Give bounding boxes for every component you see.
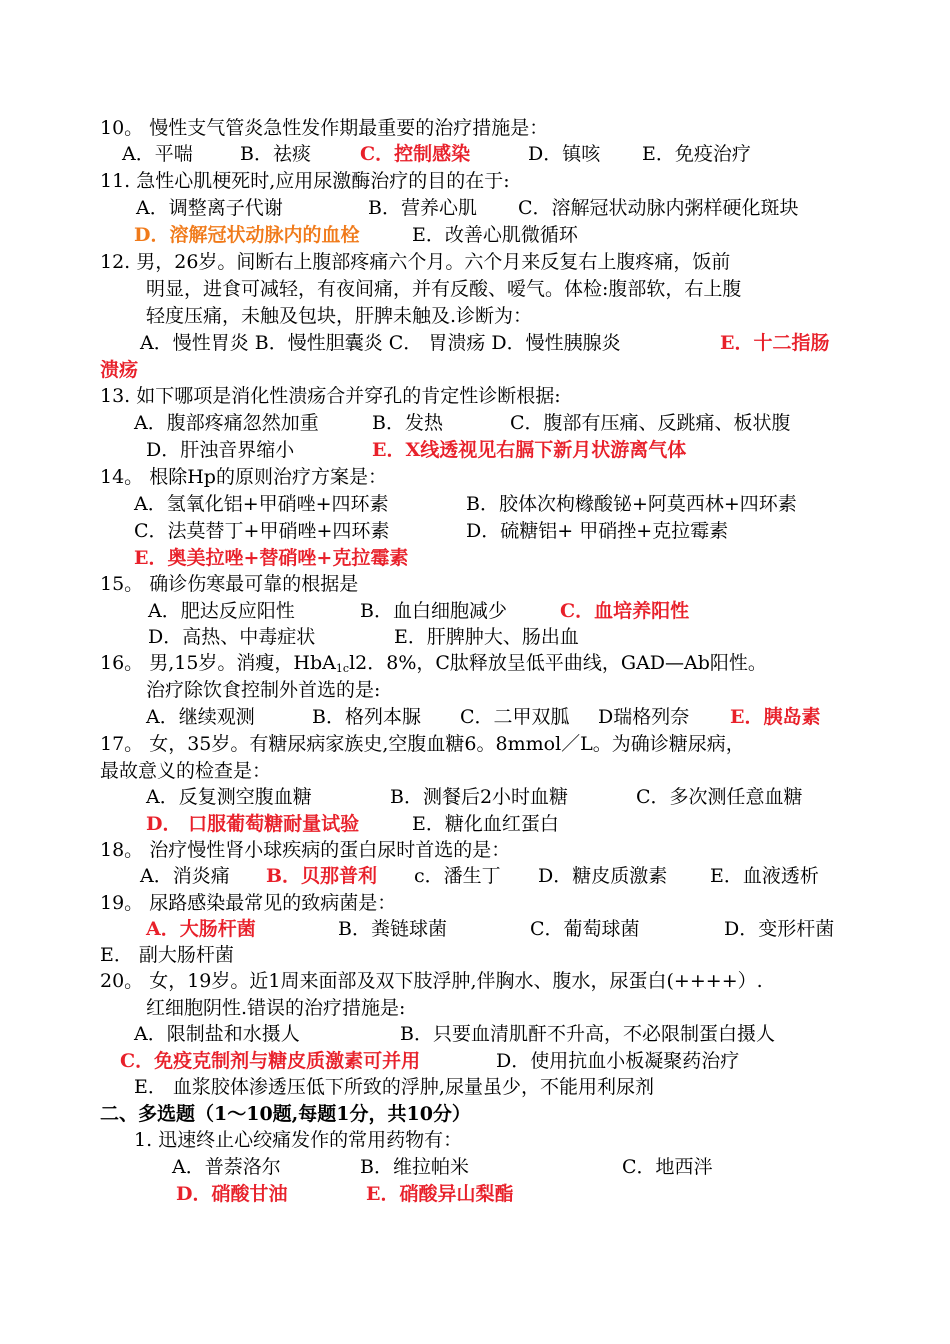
option-c: C．溶解冠状动脉内粥样硬化斑块 [518, 197, 799, 219]
question-stem: 明显，进食可减轻，有夜间痛，并有反酸、嗳气。体检:腹部软，右上腹 [146, 278, 742, 300]
question-stem: 20。 女，19岁。近1周来面部及双下肢浮肿,伴胸水、腹水，尿蛋白(++++）. [100, 970, 763, 992]
section-title: 二、多选题（1～10题,每题1分，共10分） [100, 1103, 471, 1125]
correct-answer: C．免疫克制剂与糖皮质激素可并用 [120, 1050, 421, 1072]
option-c: C．多次测任意血糖 [636, 786, 803, 808]
question-stem: 12. 男，26岁。间断右上腹部疼痛六个月。六个月来反复右上腹疼痛，饭前 [100, 251, 731, 273]
option-e: E． 副大肠杆菌 [100, 944, 234, 966]
correct-answer-e: E．硝酸异山梨酯 [366, 1183, 514, 1205]
option-c: C．腹部有压痛、反跳痛、板状腹 [510, 412, 791, 434]
option-e: E．糖化血红蛋白 [412, 813, 559, 835]
option-d: D．使用抗血小板凝聚药治疗 [496, 1050, 740, 1072]
option-b: B．格列本脲 [312, 706, 421, 728]
question-stem [100, 652, 767, 680]
option-e: E．改善心肌微循环 [412, 224, 578, 246]
option-b: B．血白细胞减少 [360, 600, 507, 622]
correct-answer: E．十二指肠 [720, 332, 830, 354]
correct-answer: E．奥美拉唑+替硝唑+克拉霉素 [134, 547, 409, 569]
question-stem: 治疗除饮食控制外首选的是: [146, 679, 381, 701]
correct-answer: A．大肠杆菌 [146, 918, 256, 940]
option-d: D．高热、中毒症状 [148, 626, 316, 648]
option-d: D．镇咳 [528, 143, 601, 165]
stem-part-2: l2．8%，C肽释放呈低平曲线，GAD—Ab阳性。 [349, 652, 767, 674]
option-c: c．潘生丁 [414, 865, 501, 887]
option-d: D．肝浊音界缩小 [146, 439, 295, 461]
option-b: B．只要血清肌酐不升高，不必限制蛋白摄人 [400, 1023, 775, 1045]
question-stem: 13. 如下哪项是消化性溃疡合并穿孔的肯定性诊断根据: [100, 385, 561, 407]
option-a: A．氢氧化铝+甲硝唑+四环素 [134, 493, 389, 515]
option-b: B．发热 [372, 412, 443, 434]
option-b: B．粪链球菌 [338, 918, 447, 940]
correct-answer: C．控制感染 [360, 143, 471, 165]
option-b: B．胶体次枸橼酸铋+阿莫西林+四环素 [466, 493, 797, 515]
option-b: B．测餐后2小时血糖 [390, 786, 569, 808]
option-b: B．维拉帕米 [360, 1156, 469, 1178]
options-abcd: A．慢性胃炎 B．慢性胆囊炎 C． 胃溃疡 D．慢性胰腺炎 [140, 332, 621, 354]
stem-part-1: 16。 男,15岁。消瘦，HbA [100, 652, 336, 674]
option-a: A．反复测空腹血糖 [146, 786, 312, 808]
option-c: C．地西泮 [622, 1156, 713, 1178]
option-a: A．腹部疼痛忽然加重 [134, 412, 319, 434]
question-stem: 15。 确诊伤寒最可靠的根据是 [100, 573, 359, 595]
option-a: A．限制盐和水摄人 [134, 1023, 300, 1045]
correct-answer: E．胰岛素 [730, 706, 821, 728]
option-d: D．变形杆菌 [724, 918, 835, 940]
question-stem: 红细胞阴性.错误的治疗措施是: [146, 997, 406, 1019]
question-stem: 19。 尿路感染最常见的致病菌是： [100, 892, 397, 914]
option-c: C．二甲双胍 [460, 706, 570, 728]
option-a: A．肥达反应阳性 [148, 600, 295, 622]
correct-answer: B．贝那普利 [266, 865, 378, 887]
option-a: A．消炎痛 [140, 865, 230, 887]
option-c: C．法莫替丁+甲硝唑+四环素 [134, 520, 390, 542]
correct-answer: E．X线透视见右膈下新月状游离气体 [372, 439, 687, 461]
option-a: A．继续观测 [146, 706, 255, 728]
question-stem: 18。 治疗慢性肾小球疾病的蛋白尿时首选的是： [100, 839, 511, 861]
question-stem: 14。 根除Hp的原则治疗方案是： [100, 466, 387, 488]
option-e: E．血液透析 [710, 865, 819, 887]
option-d: D．硫糖铝+ 甲硝挫+克拉霉素 [466, 520, 729, 542]
question-stem: 10。 慢性支气管炎急性发作期最重要的治疗措施是： [100, 117, 549, 139]
correct-answer: D．溶解冠状动脉内的血栓 [134, 224, 360, 246]
option-e: E．肝脾肿大、肠出血 [394, 626, 579, 648]
correct-answer-d: D．硝酸甘油 [176, 1183, 288, 1205]
question-stem: 轻度压痛，未触及包块，肝脾未触及.诊断为： [146, 305, 533, 327]
option-e: E． 血浆胶体渗透压低下所致的浮肿,尿量虽少，不能用利尿剂 [134, 1076, 654, 1098]
correct-answer: D． 口服葡萄糖耐量试验 [146, 813, 360, 835]
option-b: B．祛痰 [240, 143, 311, 165]
option-a: A．调整离子代谢 [136, 197, 283, 219]
option-e: E．免疫治疗 [642, 143, 751, 165]
option-c: C．葡萄球菌 [530, 918, 640, 940]
correct-answer-cont: 溃疡 [100, 359, 139, 381]
option-b: B．营养心肌 [368, 197, 477, 219]
option-a: A．普萘洛尔 [172, 1156, 281, 1178]
question-stem: 最故意义的检查是： [100, 760, 272, 782]
option-d: D瑞格列奈 [598, 706, 690, 728]
option-a: A．平喘 [122, 143, 193, 165]
correct-answer: C．血培养阳性 [560, 600, 690, 622]
question-stem: 11. 急性心肌梗死时,应用尿激酶治疗的目的在于: [100, 170, 510, 192]
question-stem: 1. 迅速终止心绞痛发作的常用药物有： [134, 1129, 463, 1151]
question-stem: 17。 女，35岁。有糖尿病家族史,空腹血糖6。8mmol／L。为确诊糖尿病， [100, 733, 745, 755]
subscript: 1c [335, 662, 350, 675]
option-d: D．糖皮质激素 [538, 865, 668, 887]
